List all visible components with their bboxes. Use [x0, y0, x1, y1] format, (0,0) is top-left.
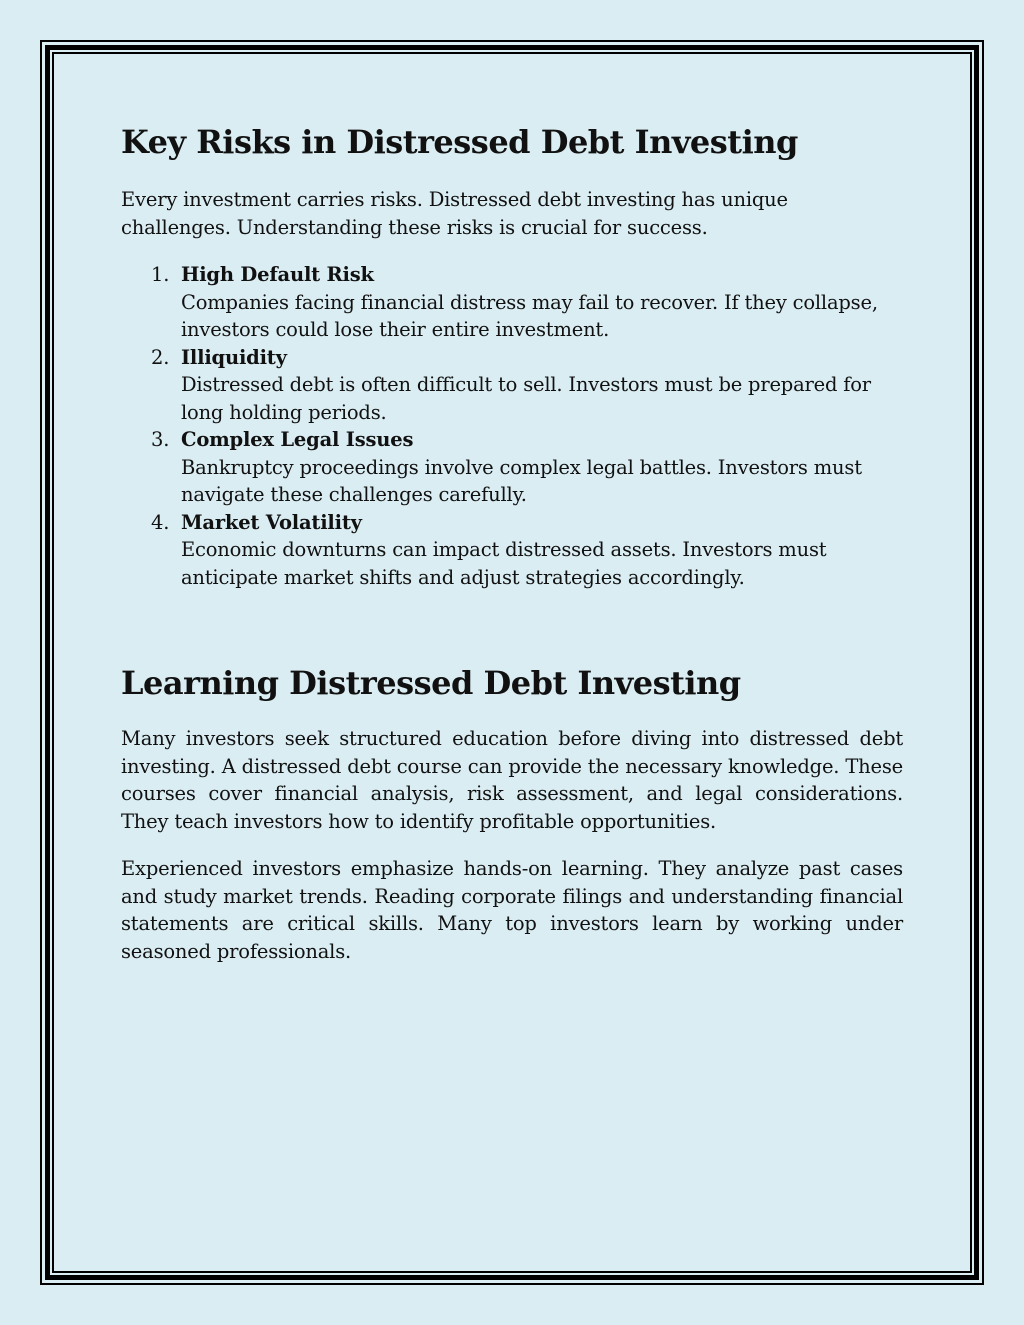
list-item-number: 2.: [151, 345, 170, 369]
list-item-description: Economic downturns can impact distressed assets. Investors must anticipate market shifts and adjust strategies accordingly.: [181, 538, 827, 589]
key-risks-section: [121, 118, 903, 591]
list-item-description: Companies facing financial distress may fail to recover. If they collapse, investors could lose their entire investment.: [181, 290, 878, 341]
list-item-number: 1.: [151, 263, 170, 286]
list-item-number: 4.: [151, 510, 170, 534]
list-item-title: Market Volatility: [181, 510, 362, 534]
list-item-title: Illiquidity: [181, 345, 287, 369]
section-heading-key-risks: Key Risks in Distressed Debt Investing: [121, 123, 798, 161]
body-paragraph: Many investors seek structured education before diving into distressed debt investing. A distressed debt course can provide the necessary knowledge. These courses cover financial analysis, risk assessment, and legal considerations. They teach investors how to identify profitable opportunities.: [121, 727, 903, 833]
list-item: [121, 509, 903, 592]
list-item: [121, 426, 903, 509]
list-item-title: High Default Risk: [181, 263, 374, 286]
body-paragraph: Experienced investors emphasize hands-on learning. They analyze past cases and study market trends. Reading corporate filings and understanding financial statements are critical skills. Many top investors learn by working under seasoned professionals.: [121, 857, 903, 963]
risk-list: [121, 261, 903, 591]
list-item-number: 3.: [151, 428, 170, 451]
list-item-description: Distressed debt is often difficult to sell. Investors must be prepared for long holding periods.: [181, 373, 871, 424]
learning-section: [121, 659, 903, 965]
intro-paragraph: Every investment carries risks. Distressed debt investing has unique challenges. Understanding these risks is crucial for success.: [121, 188, 788, 239]
list-item: [121, 344, 903, 427]
document-content: [121, 118, 903, 985]
section-heading-learning: Learning Distressed Debt Investing: [121, 664, 741, 702]
list-item-description: Bankruptcy proceedings involve complex legal battles. Investors must navigate these challenges carefully.: [181, 455, 862, 506]
list-item-title: Complex Legal Issues: [181, 428, 414, 451]
list-item: [121, 261, 903, 344]
